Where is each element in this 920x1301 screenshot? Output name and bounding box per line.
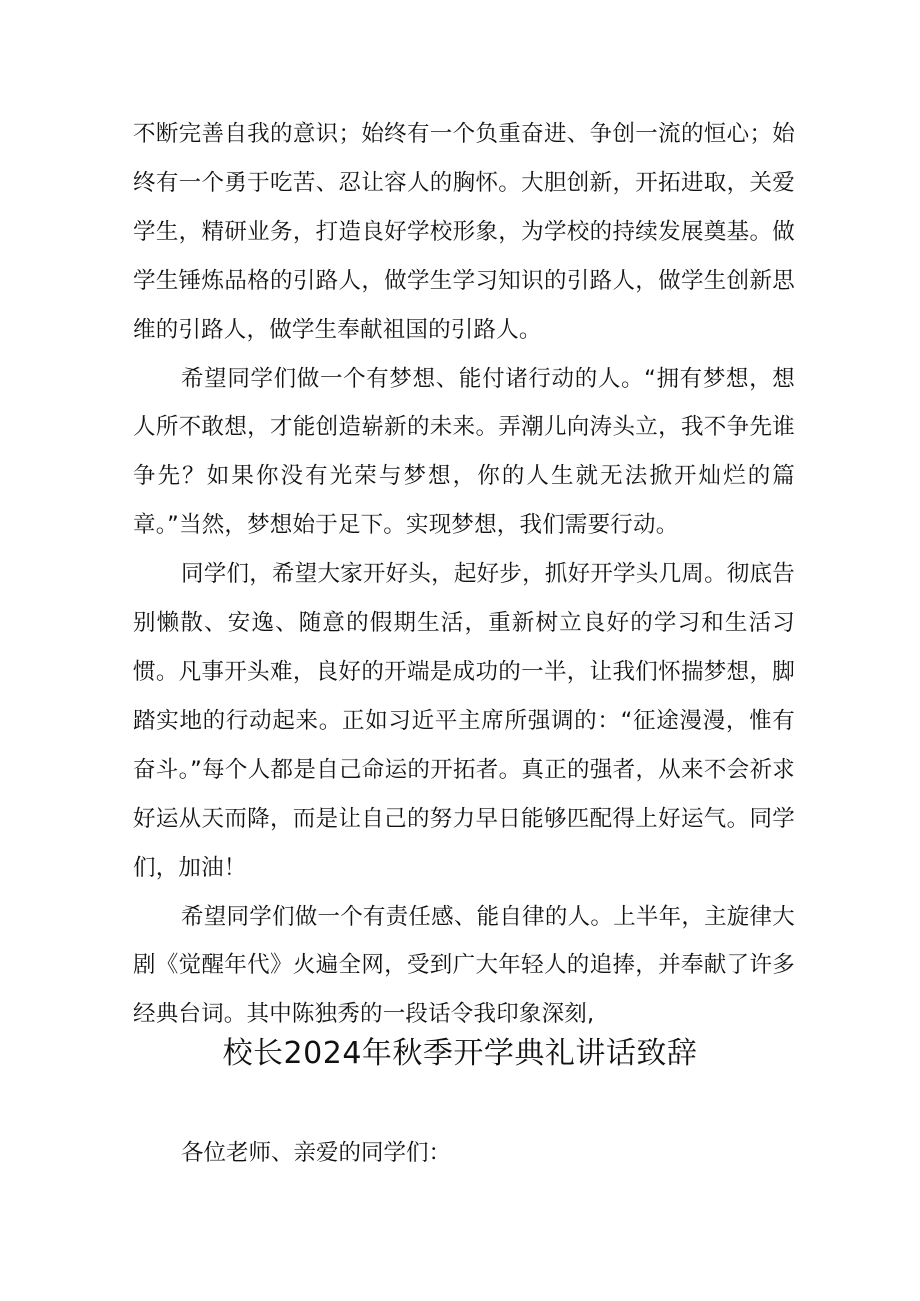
salutation: 各位老师、亲爱的同学们： (181, 1140, 452, 1166)
paragraph-3: 同学们，希望大家开好头，起好步，抓好开学头几周。彻底告别懒散、安逸、随意的假期生活，重新树立良好的学习和生活习惯。凡事开头难，良好的开端是成功的一半，让我们怀揣梦想，脚踏实地的行动起来。正如习近平主席所强调的：“征途漫漫，惟有奋斗。”每个人都是自己命运的开拓者。真正的强者，从来不会祈求好运从天而降，而是让自己的努力早日能够匹配得上好运气。同学们，加油！ (133, 561, 795, 881)
paragraph-2: 希望同学们做一个有梦想、能付诸行动的人。“拥有梦想，想人所不敢想，才能创造崭新的未来。弄潮儿向涛头立，我不争先谁争先？如果你没有光荣与梦想，你的人生就无法掀开灿烂的篇章。”当然，梦想始于足下。实现梦想，我们需要行动。 (133, 365, 795, 539)
document-title: 校长2024年秋季开学典礼讲话致辞 (222, 1036, 698, 1071)
document-body (133, 110, 795, 1039)
paragraph-4: 希望同学们做一个有责任感、能自律的人。上半年，主旋律大剧《觉醒年代》火遍全网，受到广大年轻人的追捧，并奉献了许多经典台词。其中陈独秀的一段话令我印象深刻, (133, 903, 795, 1028)
paragraph-1: 不断完善自我的意识；始终有一个负重奋进、争创一流的恒心；始终有一个勇于吃苦、忍让容人的胸怀。大胆创新，开拓进取，关爱学生，精研业务，打造良好学校形象，为学校的持续发展奠基。做学生锤炼品格的引路人，做学生学习知识的引路人，做学生创新思维的引路人，做学生奉献祖国的引路人。 (133, 121, 795, 343)
